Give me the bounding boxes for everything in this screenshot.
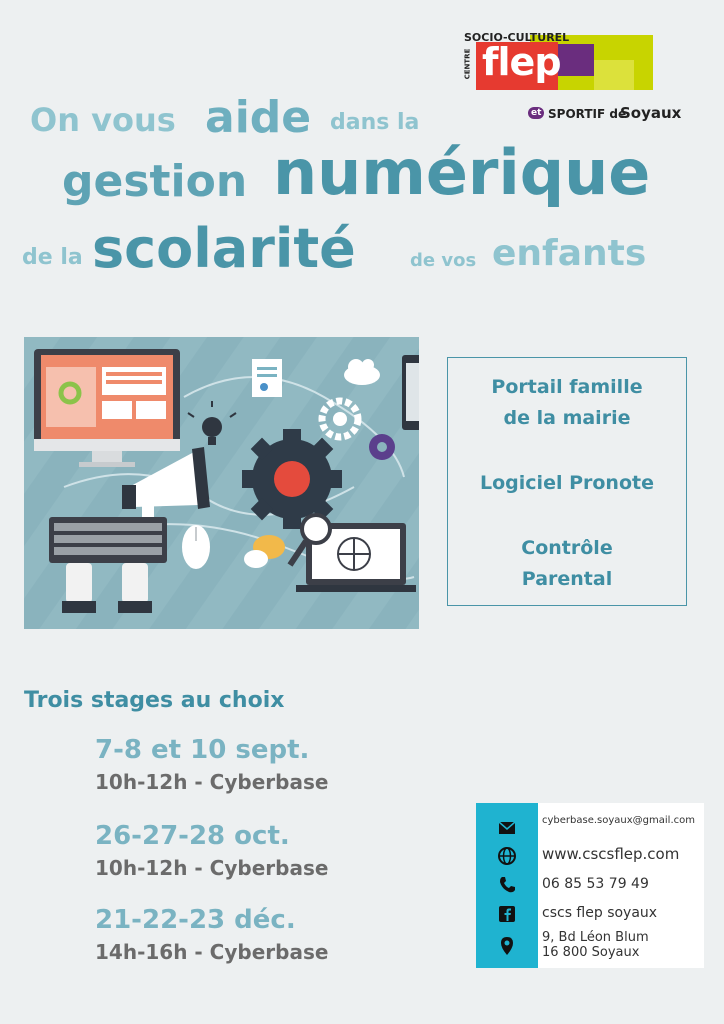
logo-town: Soyaux <box>620 104 682 122</box>
headline-numerique: numérique <box>273 136 651 209</box>
facebook-icon <box>496 903 518 925</box>
mouse-icon <box>182 525 210 569</box>
logo-top-text: SOCIO-CULTUREL <box>464 31 570 44</box>
stage-3-time: 14h-16h - Cyberbase <box>95 940 329 964</box>
service-controle-line2: Parental <box>521 568 613 590</box>
stage-2-date: 26-27-28 oct. <box>95 821 290 851</box>
headline-enfants: enfants <box>492 233 647 274</box>
contact-phone[interactable]: 06 85 53 79 49 <box>542 876 649 892</box>
document-icon <box>252 359 282 397</box>
logo-brand: flep <box>482 40 561 84</box>
logo-and-badge: et <box>528 107 544 119</box>
gear-icon <box>242 429 342 529</box>
service-portail-line2: de la mairie <box>503 407 631 429</box>
location-pin-icon <box>496 935 518 957</box>
logo-purple-block <box>558 44 594 76</box>
service-controle-line1: Contrôle <box>521 537 613 559</box>
headline-gestion: gestion <box>62 156 248 207</box>
headline-scolarite: scolarité <box>92 217 356 280</box>
computer-monitor-icon <box>34 349 180 467</box>
globe-icon <box>496 845 518 867</box>
service-portail-line1: Portail famille <box>491 376 643 398</box>
contact-website[interactable]: www.cscsflep.com <box>542 845 680 863</box>
contact-address-line2: 16 800 Soyaux <box>542 945 640 960</box>
stage-1-time: 10h-12h - Cyberbase <box>95 770 329 794</box>
logo <box>460 30 700 125</box>
logo-bottom-text: SPORTIF de <box>548 107 627 121</box>
contact-address-line1: 9, Bd Léon Blum <box>542 930 649 945</box>
contact-card <box>476 803 704 968</box>
logo-side-text: CENTRE <box>463 48 472 80</box>
headline-de-la: de la <box>22 245 83 270</box>
email-icon <box>496 817 518 839</box>
digital-illustration <box>24 337 419 629</box>
headline-de-vos: de vos <box>410 250 477 271</box>
stage-3-date: 21-22-23 déc. <box>95 905 296 935</box>
tablet-icon <box>402 355 419 430</box>
phone-icon <box>496 874 518 896</box>
headline-on-vous: On vous <box>30 101 176 139</box>
contact-facebook[interactable]: cscs flep soyaux <box>542 905 658 921</box>
stages-title: Trois stages au choix <box>24 688 285 713</box>
services-box <box>447 357 687 606</box>
stage-1-date: 7-8 et 10 sept. <box>95 735 310 765</box>
service-pronote: Logiciel Pronote <box>480 472 654 494</box>
headline-aide: aide <box>205 92 312 143</box>
contact-email[interactable]: cyberbase.soyaux@gmail.com <box>542 815 695 826</box>
headline-dans-la: dans la <box>330 110 420 135</box>
stage-2-time: 10h-12h - Cyberbase <box>95 856 329 880</box>
